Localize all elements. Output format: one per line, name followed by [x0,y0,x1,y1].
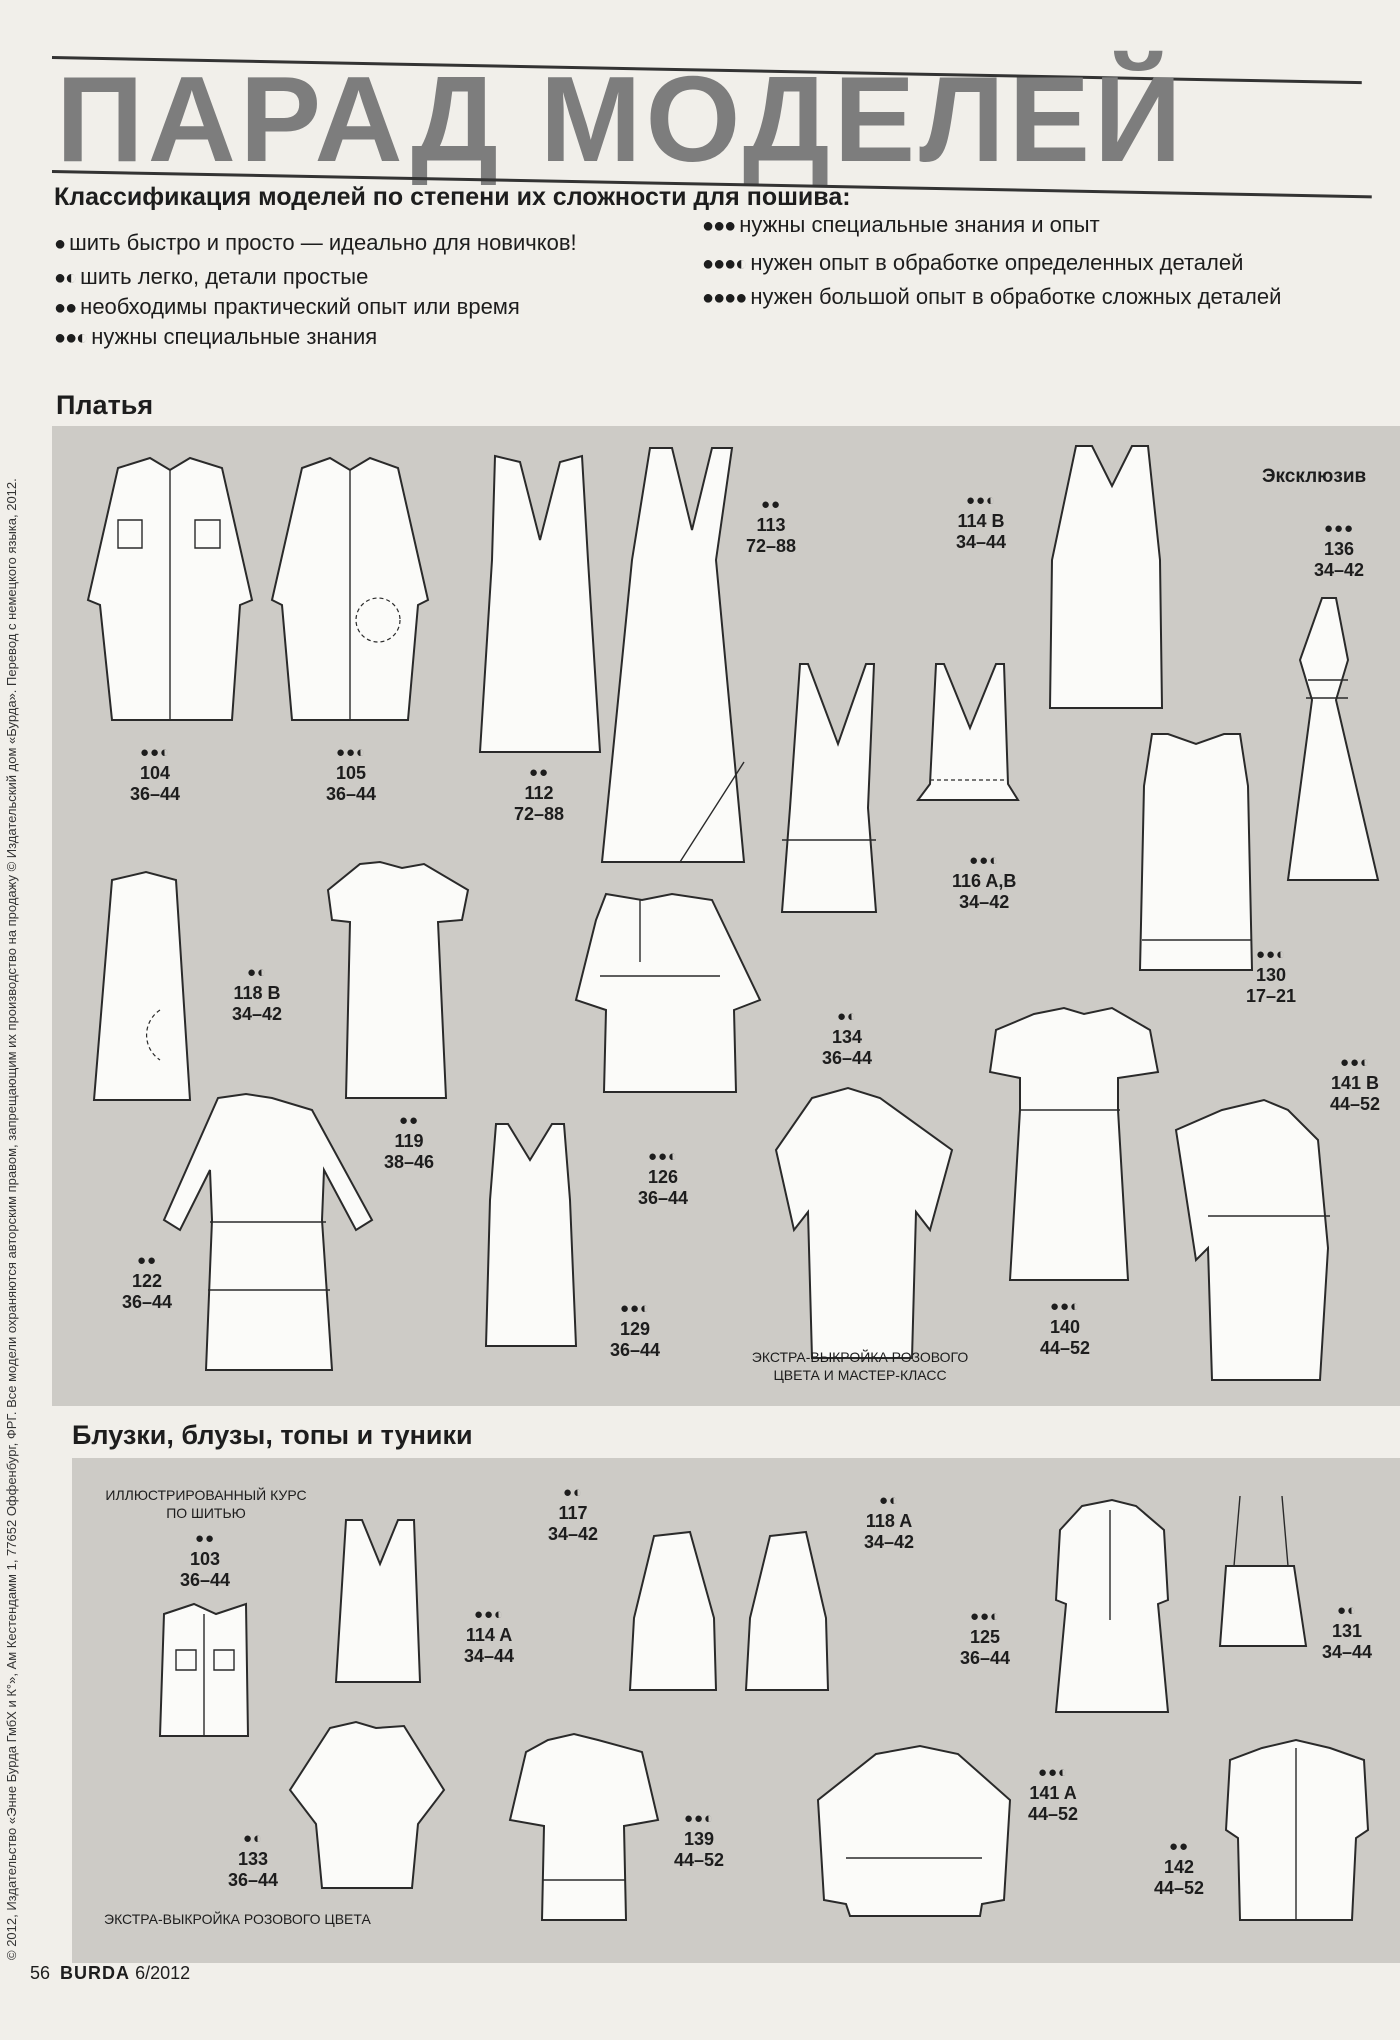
magazine-name: BURDA [60,1963,131,1983]
model-label-133: ●◐ 133 36–44 [228,1830,279,1890]
dress-118b-sketch [94,872,190,1100]
blouse-131-sketch [1220,1496,1306,1646]
difficulty-dots: ● [54,233,66,255]
course-note: ИЛЛЮСТРИРОВАННЫЙ КУРС ПО ШИТЬЮ [105,1487,307,1521]
dress-130-sketch [1140,734,1252,970]
difficulty-dots: ●●●◐ [702,253,747,275]
model-label-126: ●●◐ 126 36–44 [638,1148,689,1208]
model-label-105: ●●◐ 105 36–44 [326,744,377,804]
model-label-112: ●● 112 72–88 [514,764,565,824]
legend-text: нужны специальные знания [91,324,378,349]
difficulty-dots: ●●●● [702,287,747,309]
model-label-142: ●● 142 44–52 [1154,1838,1205,1898]
difficulty-dots: ●● [54,297,77,319]
page-number: 56 [30,1963,51,1983]
dress-105-sketch [272,458,428,720]
model-label-129: ●●◐ 129 36–44 [610,1300,661,1360]
legend-text: шить легко, детали простые [80,264,369,289]
model-label-104: ●●◐ 104 36–44 [130,744,181,804]
page-title: ПАРАД МОДЕЛЕЙ [56,51,1186,187]
dress-104-sketch [88,458,252,720]
dress-113-sketch [602,448,744,862]
model-label-140: ●●◐ 140 44–52 [1040,1298,1091,1358]
model-label-114a: ●●◐ 114 A 34–44 [464,1606,515,1666]
model-label-118a: ●◐ 118 A 34–42 [864,1492,915,1552]
model-label-139: ●●◐ 139 44–52 [674,1810,725,1870]
dress-136-sketch [1288,598,1378,880]
model-label-118b: ●◐ 118 B 34–42 [232,964,283,1024]
blouse-133-sketch [290,1722,444,1888]
blouse-103-sketch [160,1604,248,1736]
model-label-113: ●● 113 72–88 [746,496,797,556]
dress-122-sketch [164,1094,372,1370]
copyright-side-text: © 2012, Издательство «Энне Бурда ГмбХ и К°», Ам Кестендамм 1, 77652 Оффенбург, ФРГ. Все модели охраняются авторским правом, запрещающим их производство на продажу © Издательский дом «Бурда». Перевод с немецкого языка, 2012. [4,478,19,1960]
classification-heading: Классификация моделей по степени их сложности для пошива: [54,183,851,211]
model-label-116: ●●◐ 116 A,B 34–42 [952,852,1017,912]
dress-sheath-sketch [1050,446,1162,708]
difficulty-dots: ●●● [702,215,736,237]
dress-129-sketch [486,1124,576,1346]
issue-number: 6/2012 [135,1963,191,1983]
dress-119-sketch [328,862,468,1098]
legend-text: нужен опыт в обработке определенных деталей [750,250,1244,275]
dress-134-sketch [776,1088,952,1358]
dress-126-sketch [576,894,760,1092]
blouse-141a-sketch [818,1746,1010,1916]
difficulty-dots: ●◐ [54,267,77,289]
blouse-114a-sketch [336,1520,420,1682]
legend-text: нужны специальные знания и опыт [739,212,1100,237]
extra-master-note: ЭКСТРА-ВЫКРОЙКА РОЗОВОГО ЦВЕТА И МАСТЕР-КЛАСС [751,1349,969,1383]
model-label-134: ●◐ 134 36–44 [822,1008,873,1068]
page-footer [30,1963,190,1984]
model-label-103: ●● 103 36–44 [180,1530,231,1590]
legend-text: шить быстро и просто — идеально для новичков! [69,230,577,255]
dress-141b-sketch [1176,1100,1330,1380]
model-label-119: ●● 119 38–46 [384,1112,435,1172]
blouse-125-sketch [1056,1500,1168,1712]
dress-140-sketch [990,1008,1158,1280]
model-label-136: ●●● 136 34–42 [1314,520,1365,580]
model-label-125: ●●◐ 125 36–44 [960,1608,1011,1668]
legend-text: нужен большой опыт в обработке сложных деталей [750,284,1282,309]
model-label-130: ●●◐ 130 17–21 [1246,946,1297,1006]
blouse-117-sketch [630,1532,828,1690]
blouse-142-sketch [1226,1740,1368,1920]
model-label-122: ●● 122 36–44 [122,1252,173,1312]
model-label-141a: ●●◐ 141 A 44–52 [1028,1764,1079,1824]
section-title-dresses: Платья [56,390,154,420]
dress-116-sketch [918,664,1018,800]
dress-114b-sketch [782,664,876,912]
extra-note: ЭКСТРА-ВЫКРОЙКА РОЗОВОГО ЦВЕТА [104,1911,371,1927]
difficulty-dots: ●●◐ [54,327,88,349]
dress-112-sketch [480,456,600,752]
model-label-131: ●◐ 131 34–44 [1322,1602,1373,1662]
blouse-139-sketch [510,1734,658,1920]
model-label-114b: ●●◐ 114 B 34–44 [956,492,1007,552]
model-label-141b: ●●◐ 141 B 44–52 [1330,1054,1381,1114]
exclusive-label: Эксклюзив [1262,466,1367,487]
legend-text: необходимы практический опыт или время [80,294,520,319]
model-label-117: ●◐ 117 34–42 [548,1484,599,1544]
section-title-blouses: Блузки, блузы, топы и туники [72,1420,473,1450]
